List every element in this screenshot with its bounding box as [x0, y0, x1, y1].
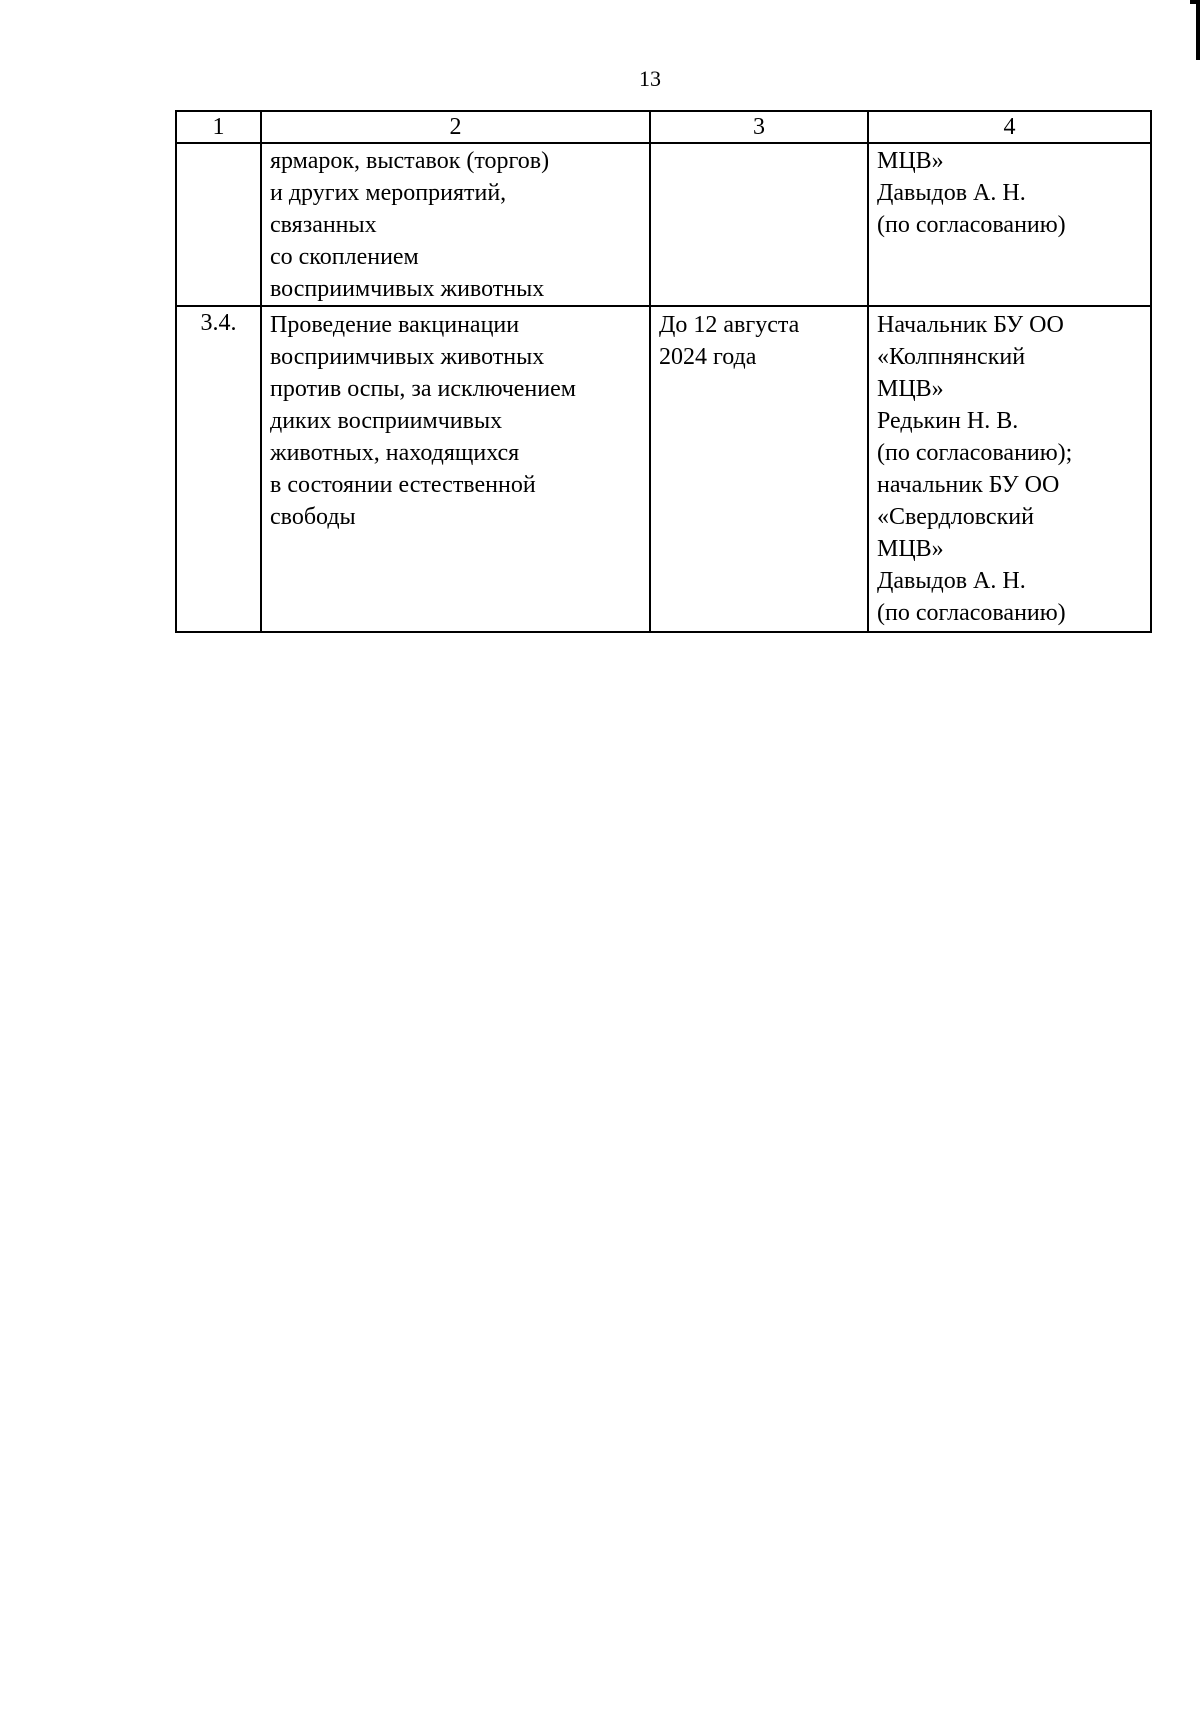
activity-line: и других мероприятий,: [270, 180, 507, 206]
responsible-line: МЦВ»: [877, 376, 944, 402]
responsible-line: Давыдов А. Н.: [877, 180, 1026, 206]
deadline-cell: [650, 306, 868, 632]
responsible-line: Давыдов А. Н.: [877, 568, 1026, 594]
responsible-cell: [868, 143, 1151, 306]
activity-line: со скоплением: [270, 244, 419, 270]
activity-line: животных, находящихся: [270, 440, 520, 466]
deadline-cell: [650, 143, 868, 306]
responsible-line: МЦВ»: [877, 148, 944, 174]
activity-line: в состоянии естественной: [270, 472, 536, 498]
activity-line: восприимчивых животных: [270, 276, 545, 302]
row-number-cell: [176, 143, 261, 306]
measures-table: [175, 110, 1152, 633]
activity-line: Проведение вакцинации: [270, 312, 520, 338]
row-number-cell: 3.4.: [176, 306, 261, 632]
responsible-line: (по согласованию): [877, 600, 1066, 626]
responsible-line: (по согласованию): [877, 212, 1066, 238]
responsible-line: (по согласованию);: [877, 440, 1073, 466]
activity-cell: [261, 143, 650, 306]
activity-line: ярмарок, выставок (торгов): [270, 148, 550, 174]
activity-line: диких восприимчивых: [270, 408, 503, 434]
responsible-line: «Колпнянский: [877, 344, 1026, 370]
column-header-3: 3: [650, 111, 868, 143]
column-header-2: 2: [261, 111, 650, 143]
column-header-1: 1: [176, 111, 261, 143]
deadline-line: 2024 года: [659, 344, 757, 370]
table-row: [176, 306, 1151, 632]
activity-line: свободы: [270, 504, 356, 530]
responsible-line: Начальник БУ ОО: [877, 312, 1064, 338]
table-header-row: [176, 111, 1151, 143]
column-header-4: 4: [868, 111, 1151, 143]
activity-cell: [261, 306, 650, 632]
responsible-cell: [868, 306, 1151, 632]
activity-line: восприимчивых животных: [270, 344, 545, 370]
deadline-line: До 12 августа: [659, 312, 800, 338]
scan-edge-mark-top: [1190, 0, 1200, 4]
activity-line: против оспы, за исключением: [270, 376, 576, 402]
responsible-line: начальник БУ ОО: [877, 472, 1060, 498]
responsible-line: «Свердловский: [877, 504, 1034, 530]
page-number: 13: [639, 66, 661, 91]
table-row: [176, 143, 1151, 306]
scan-edge-mark: [1196, 0, 1200, 60]
responsible-line: МЦВ»: [877, 536, 944, 562]
activity-line: связанных: [270, 212, 377, 238]
responsible-line: Редькин Н. В.: [877, 408, 1019, 434]
